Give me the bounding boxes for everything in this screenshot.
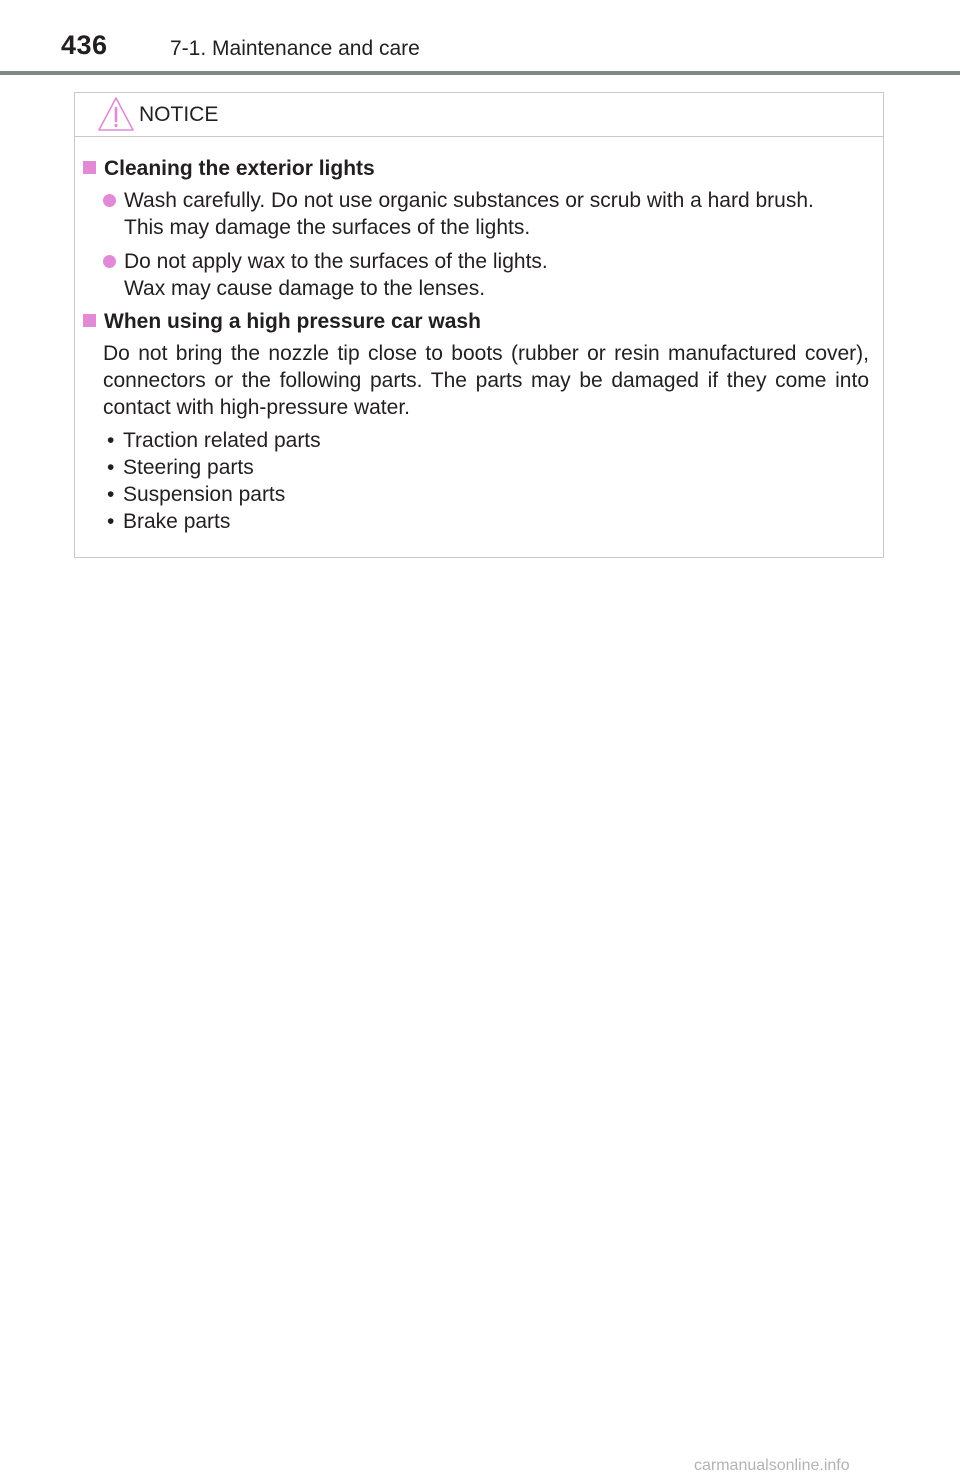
item-line: Wash carefully. Do not use organic substances or scrub with a hard brush. xyxy=(124,189,814,212)
page-number: 436 xyxy=(61,30,108,60)
section-heading-text: When using a high pressure car wash xyxy=(104,310,481,333)
section-heading-text: Cleaning the exterior lights xyxy=(104,157,375,180)
circle-bullet-icon xyxy=(103,194,116,207)
item-line: Wax may cause damage to the lenses. xyxy=(124,277,486,300)
list-item: • Steering parts xyxy=(107,456,254,479)
bullet-icon: • xyxy=(107,429,115,452)
warning-icon xyxy=(97,96,135,132)
section-heading xyxy=(83,308,481,335)
section-paragraph: Do not bring the nozzle tip close to boots (rubber or resin manufactured cover), connectors or the following parts. The parts may be damaged if they come into contact with high-pressure water. xyxy=(103,342,869,419)
square-bullet-icon xyxy=(83,161,96,174)
list-item xyxy=(103,248,873,302)
notice-header xyxy=(75,93,883,137)
section-heading xyxy=(83,155,375,182)
notice-box xyxy=(74,92,884,558)
watermark: carmanualsonline.info xyxy=(694,1457,850,1474)
section-title: 7-1. Maintenance and care xyxy=(170,37,420,60)
header-rule xyxy=(0,71,960,75)
item-line: This may damage the surfaces of the lights. xyxy=(124,216,531,239)
bullet-icon: • xyxy=(107,483,115,506)
bullet-icon: • xyxy=(107,510,115,533)
list-item: • Brake parts xyxy=(107,510,231,533)
page-header xyxy=(0,0,960,76)
list-item: • Suspension parts xyxy=(107,483,286,506)
circle-bullet-icon xyxy=(103,255,116,268)
notice-label: NOTICE xyxy=(139,103,219,126)
square-bullet-icon xyxy=(83,314,96,327)
item-line: Do not apply wax to the surfaces of the lights. xyxy=(124,250,548,273)
parts-list xyxy=(107,427,321,535)
list-item xyxy=(103,187,873,241)
list-item: • Traction related parts xyxy=(107,429,321,452)
bullet-icon: • xyxy=(107,456,115,479)
